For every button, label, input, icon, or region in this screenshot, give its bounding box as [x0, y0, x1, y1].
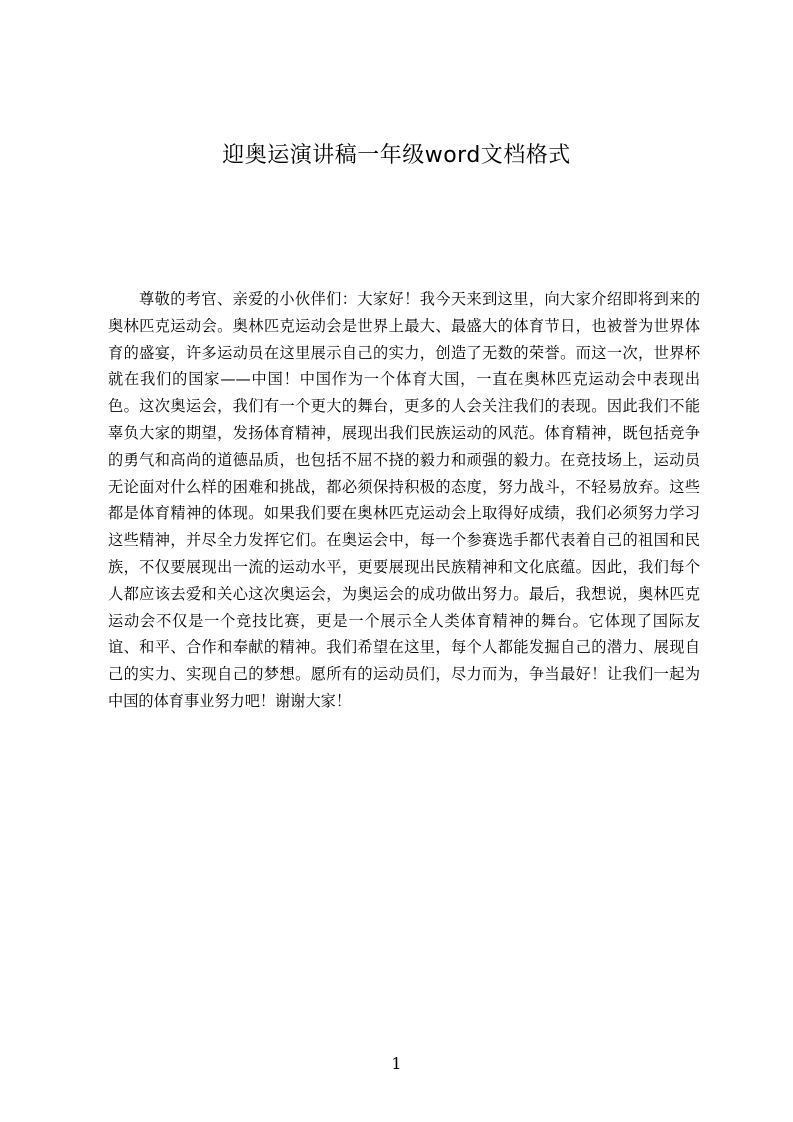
document-body-paragraph: 尊敬的考官、亲爱的小伙伴们：大家好！我今天来到这里，向大家介绍即将到来的奥林匹克运动会。奥林匹克运动会是世界上最大、最盛大的体育节日，也被誉为世界体育的盛宴，许多运动员在这里展示自己的实力，创造了无数的荣誉。而这一次，世界杯就在我们的国家——中国！中国作为一个体育大国，一直在奥林匹克运动会中表现出色。这次奥运会，我们有一个更大的舞台，更多的人会关注我们的表现。因此我们不能辜负大家的期望，发扬体育精神，展现出我们民族运动的风范。体育精神，既包括竞争的勇气和高尚的道德品质，也包括不屈不挠的毅力和顽强的毅力。在竞技场上，运动员无论面对什么样的困难和挑战，都必须保持积极的态度，努力战斗，不轻易放弃。这些都是体育精神的体现。如果我们要在奥林匹克运动会上取得好成绩，我们必须努力学习这些精神，并尽全力发挥它们。在奥运会中，每一个参赛选手都代表着自己的祖国和民族，不仅要展现出一流的运动水平，更要展现出民族精神和文化底蕴。因此，我们每个人都应该去爱和关心这次奥运会，为奥运会的成功做出努力。最后，我想说，奥林匹克运动会不仅是一个竞技比赛，更是一个展示全人类体育精神的舞台。它体现了国际友谊、和平、合作和奉献的精神。我们希望在这里，每个人都能发掘自己的潜力、展现自己的实力、实现自己的梦想。愿所有的运动员们，尽力而为，争当最好！让我们一起为中国的体育事业努力吧！谢谢大家！ — [108, 290, 700, 710]
page-number: 1 — [391, 1054, 402, 1073]
document-title: 迎奥运演讲稿一年级word文档格式 — [222, 143, 571, 168]
